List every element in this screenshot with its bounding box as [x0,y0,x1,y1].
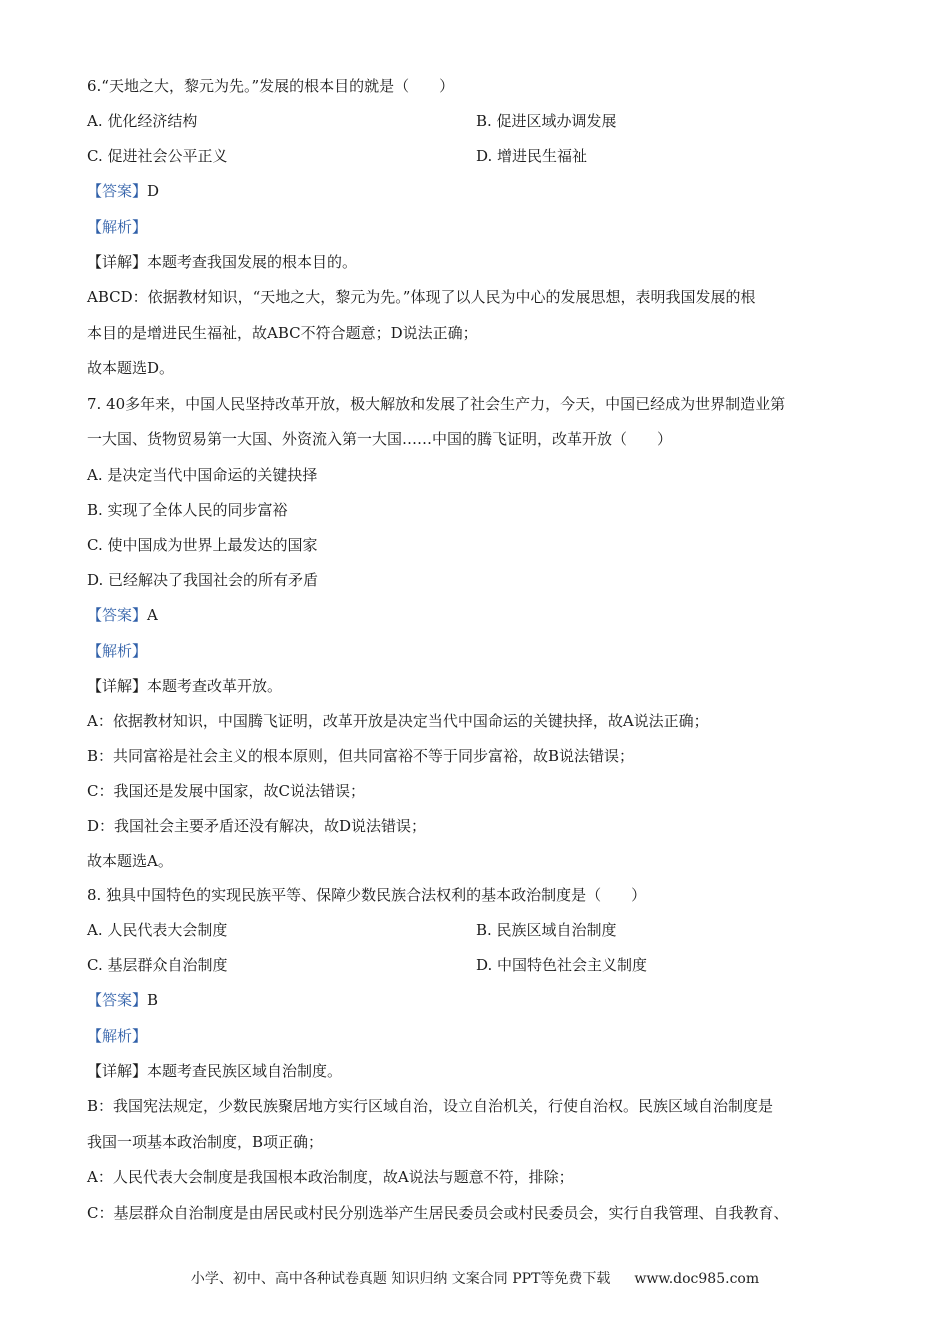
answer-value: A [147,606,158,624]
q8-detail [87,1061,342,1081]
q6-stem: 6.“天地之大，黎元为先。”发展的根本目的就是（ ） [87,77,455,95]
q8-stem: 8. 独具中国特色的实现民族平等、保障少数民族合法权利的基本政治制度是（ ） [87,886,647,904]
q6-answer [87,181,159,201]
q6-explanation-line-1: ABCD：依据教材知识，“天地之大，黎元为先。”体现了以人民为中心的发展思想，表明我国发展的根 [87,288,756,306]
q7-detail [87,676,282,696]
footer-text: 小学、初中、高中各种试卷真题 知识归纳 文案合同 PPT等免费下载 [190,1271,611,1287]
q8-explanation-b-line-2: 我国一项基本政治制度，B项正确； [87,1133,324,1151]
answer-tag: 【答案】 [87,991,148,1009]
q6-analysis-tag: 【解析】 [87,218,148,236]
q7-explanation-b: B：共同富裕是社会主义的根本原则，但共同富裕不等于同步富裕，故B说法错误； [87,747,635,765]
answer-value: D [147,182,160,200]
q7-analysis-tag: 【解析】 [87,642,148,660]
q8-option-d: D. 中国特色社会主义制度 [476,956,648,974]
q6-option-b: B. 促进区域办调发展 [476,112,617,130]
q7-option-b: B. 实现了全体人民的同步富裕 [87,501,288,519]
detail-text: 本题考查我国发展的根本目的。 [147,253,358,271]
q7-explanation-a: A：依据教材知识，中国腾飞证明，改革开放是决定当代中国命运的关键抉择，故A说法正确； [87,712,709,730]
q7-explanation-d: D：我国社会主要矛盾还没有解决，故D说法错误； [87,817,427,835]
detail-tag: 【详解】 [87,253,148,271]
q8-explanation-c: C：基层群众自治制度是由居民或村民分别选举产生居民委员会或村民委员会，实行自我管理、自我教育、 [87,1204,789,1222]
q8-option-c: C. 基层群众自治制度 [87,956,228,974]
q7-option-c: C. 使中国成为世界上最发达的国家 [87,536,318,554]
answer-value: B [147,991,159,1009]
q8-explanation-b-line-1: B：我国宪法规定，少数民族聚居地方实行区域自治，设立自治机关，行使自治权。民族区域自治制度是 [87,1097,774,1115]
q8-explanation-a: A：人民代表大会制度是我国根本政治制度，故A说法与题意不符，排除； [87,1168,574,1186]
footer-website-link[interactable]: www.doc985.com [634,1271,760,1287]
q7-option-a: A. 是决定当代中国命运的关键抉择 [87,466,318,484]
q7-stem-line-2: 一大国、货物贸易第一大国、外资流入第一大国……中国的腾飞证明，改革开放（ ） [87,430,673,448]
q7-explanation-c: C：我国还是发展中国家，故C说法错误； [87,782,365,800]
detail-text: 本题考查改革开放。 [147,677,283,695]
q8-option-b: B. 民族区域自治制度 [476,921,617,939]
q8-analysis-tag: 【解析】 [87,1027,148,1045]
q8-option-a: A. 人民代表大会制度 [87,921,228,939]
q6-option-d: D. 增进民生福祉 [476,147,588,165]
q6-option-a: A. 优化经济结构 [87,112,198,130]
q7-conclusion: 故本题选A。 [87,852,173,870]
q7-stem-line-1: 7. 40多年来，中国人民坚持改革开放，极大解放和发展了社会生产力，今天，中国已经成为世界制造业第 [87,395,786,413]
answer-tag: 【答案】 [87,606,148,624]
q6-explanation-line-2: 本目的是增进民生福祉，故ABC不符合题意；D说法正确； [87,324,478,342]
q8-answer [87,990,158,1010]
q7-option-d: D. 已经解决了我国社会的所有矛盾 [87,571,319,589]
detail-tag: 【详解】 [87,677,148,695]
q6-option-c: C. 促进社会公平正义 [87,147,228,165]
answer-tag: 【答案】 [87,182,148,200]
detail-tag: 【详解】 [87,1062,148,1080]
q6-detail [87,252,357,272]
q6-conclusion: 故本题选D。 [87,359,175,377]
detail-text: 本题考查民族区域自治制度。 [147,1062,343,1080]
q7-answer [87,605,158,625]
page-footer [0,1268,950,1288]
